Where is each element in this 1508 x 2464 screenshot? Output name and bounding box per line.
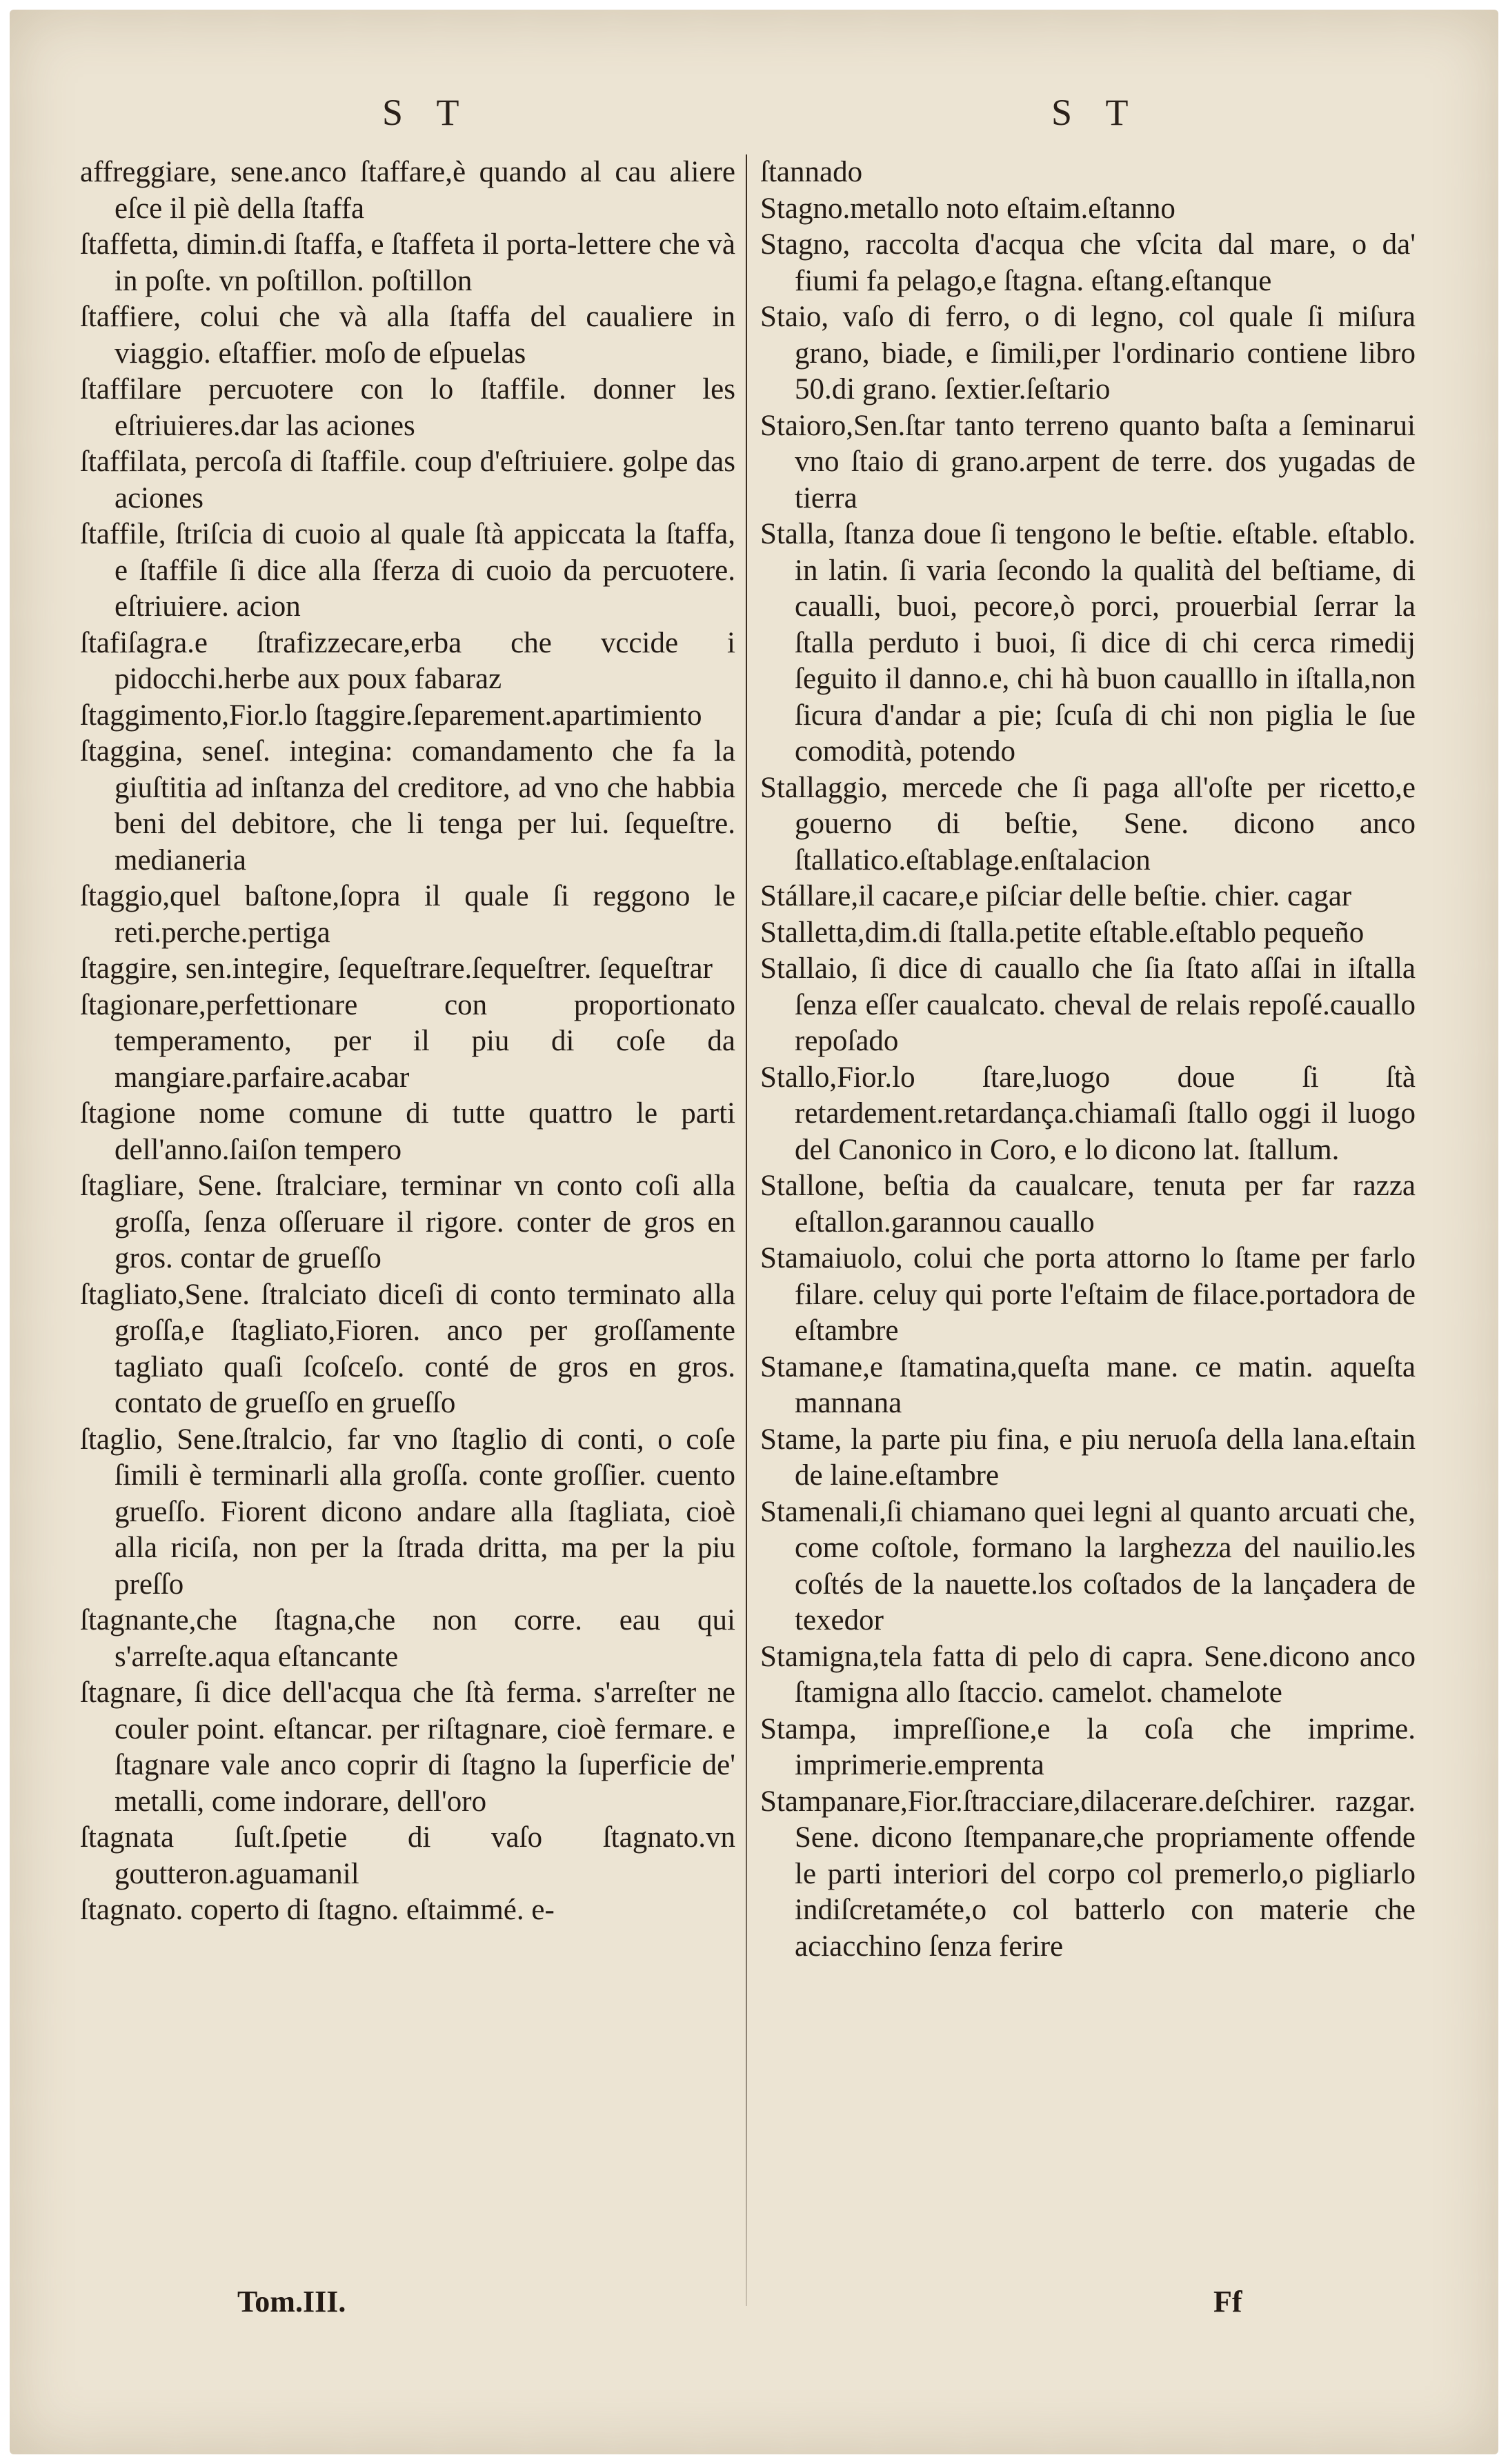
dictionary-entry: Stamenali,ſi chiamano quei legni al quanto arcuati che, come coſtole, formano la larghezza del nauilio.les coſtés de la nauette.los coſtados de la lançadera de texedor: [760, 1495, 1416, 1636]
dictionary-entry: Stamane,e ſtamatina,queſta mane. ce matin. aqueſta mannana: [760, 1350, 1416, 1419]
dictionary-entry: ſtagliare, Sene. ſtralciare, terminar vn conto coſi alla groſſa, ſenza oſſeruare il rigore. conter de gros en gros. contar de grueſſo: [80, 1170, 735, 1274]
dictionary-entry: ſtaffilare percuotere con lo ſtaffile. donner les eſtriuieres.dar las aciones: [80, 373, 735, 442]
book-page: [10, 10, 1498, 2454]
dictionary-entry: Stame, la parte piu fina, e piu neruoſa della lana.eſtain de laine.eſtambre: [760, 1423, 1416, 1492]
dictionary-entry: Stallo,Fior.lo ſtare,luogo doue ſi ſtà retardement.retardança.chiamaſi ſtallo oggi il luogo del Canonico in Coro, e lo dicono lat. ſtallum.: [760, 1061, 1416, 1166]
dictionary-entry: Stampanare,Fior.ſtracciare,dilacerare.deſchirer. razgar. Sene. dicono ſtempanare,che propriamente offende le parti interiori del corpo col premerlo,o pigliarlo indiſcretaméte,o col batterlo con materie che aciacchino ſenza ferire: [760, 1785, 1416, 1963]
dictionary-entry: Stampa, impreſſione,e la coſa che imprime. imprimerie.emprenta: [760, 1712, 1416, 1781]
dictionary-entry: ſtagnante,che ſtagna,che non corre. eau qui s'arreſte.aqua eſtancante: [80, 1604, 735, 1673]
dictionary-entry: Stagno.metallo noto eſtaim.eſtanno: [760, 192, 1175, 225]
right-column: [760, 154, 1416, 1965]
dictionary-entry: ſtaggio,quel baſtone,ſopra il quale ſi reggono le reti.perche.pertiga: [80, 880, 735, 949]
dictionary-entry: ſtagnato. coperto di ſtagno. eſtaimmé. e-: [80, 1894, 555, 1926]
dictionary-entry: ſtaffetta, dimin.di ſtaffa, e ſtaffeta il porta-lettere che và in poſte. vn poſtillon. poſtillon: [80, 228, 735, 297]
dictionary-entry: ſtaglio, Sene.ſtralcio, far vno ſtaglio di conti, o coſe ſimili è terminarli alla groſſa. conte groſſier. cuento grueſſo. Fiorent dicono andare alla ſtagliata, cioè alla riciſa, non per la ſtrada dritta, ma per la piu preſſo: [80, 1423, 735, 1601]
running-head-left: S T: [382, 92, 472, 133]
dictionary-entry: Stalletta,dim.di ſtalla.petite eſtable.eſtablo pequeño: [760, 916, 1365, 949]
column-divider: [746, 154, 747, 2306]
dictionary-entry: Stamigna,tela fatta di pelo di capra. Sene.dicono anco ſtamigna allo ſtaccio. camelot. chamelote: [760, 1640, 1416, 1709]
dictionary-entry: ſtaggina, seneſ. integina: comandamento che fa la giuſtitia ad inſtanza del creditore, ad vno che habbia beni del debitore, che li tenga per lui. ſequeſtre. medianeria: [80, 735, 735, 877]
dictionary-entry: ſtaggire, sen.integire, ſequeſtrare.ſequeſtrer. ſequeſtrar: [80, 952, 713, 985]
dictionary-entry: ſtaffilata, percoſa di ſtaffile. coup d'eſtriuiere. golpe das aciones: [80, 445, 735, 514]
dictionary-entry: ſtagionare,perfettionare con proportionato temperamento, per il piu di coſe da mangiare.parfaire.acabar: [80, 988, 735, 1094]
dictionary-entry: ſtagnata ſuſt.ſpetie di vaſo ſtagnato.vn goutteron.aguamanil: [80, 1821, 735, 1890]
dictionary-entry: Stagno, raccolta d'acqua che vſcita dal mare, o da' fiumi fa pelago,e ſtagna. eſtang.eſtanque: [760, 228, 1416, 297]
dictionary-entry: ſtaffiere, colui che và alla ſtaffa del caualiere in viaggio. eſtaffier. moſo de eſpuelas: [80, 301, 735, 370]
dictionary-entry: affreggiare, sene.anco ſtaffare,è quando al cau aliere eſce il piè della ſtaffa: [80, 156, 735, 225]
dictionary-entry: ſtaffile, ſtriſcia di cuoio al quale ſtà appiccata la ſtaffa, e ſtaffile ſi dice alla ſferza di cuoio da percuotere. eſtriuiere. acion: [80, 518, 735, 623]
dictionary-entry: Stamaiuolo, colui che porta attorno lo ſtame per farlo filare. celuy qui porte l'eſtaim de filace.portadora de eſtambre: [760, 1242, 1416, 1347]
dictionary-entry: Stallaio, ſi dice di cauallo che ſia ſtato aſſai in iſtalla ſenza eſſer caualcato. cheval de relais repoſé.cauallo repoſado: [760, 952, 1416, 1057]
dictionary-entry: ſtafiſagra.e ſtrafizzecare,erba che vccide i pidocchi.herbe aux poux fabaraz: [80, 626, 735, 695]
gathering-signature: Ff: [1213, 2285, 1242, 2318]
dictionary-entry: Stalla, ſtanza doue ſi tengono le beſtie. eſtable. eſtablo. in latin. ſi varia ſecondo la qualità del beſtiame, di caualli, buoi, pecore,ò porci, prouerbial ſerrar la ſtalla perduto i buoi, ſi dice di chi cerca rimedij ſeguito il danno.e, chi hà buon caualllo in iſtalla,non ſicura d'andar a pie; ſcuſa di chi non piglia le ſue comodità, potendo: [760, 518, 1416, 768]
running-head-right: S T: [1051, 92, 1141, 133]
dictionary-entry: ſtaggimento,Fior.lo ſtaggire.ſeparement.apartimiento: [80, 699, 702, 732]
dictionary-entry: ſtagione nome comune di tutte quattro le parti dell'anno.ſaiſon tempero: [80, 1097, 735, 1166]
volume-signature: Tom.III.: [237, 2285, 346, 2318]
dictionary-entry: Stállare,il cacare,e piſciar delle beſtie. chier. cagar: [760, 880, 1352, 912]
dictionary-entry: Stallone, beſtia da caualcare, tenuta per far razza eſtallon.garannou cauallo: [760, 1170, 1416, 1239]
dictionary-entry: ſtagliato,Sene. ſtralciato diceſi di conto terminato alla groſſa,e ſtagliato,Fioren. anco per groſſamente tagliato quaſi ſcoſceſo. conté de gros en gros. contato de grueſſo en grueſſo: [80, 1278, 735, 1419]
dictionary-entry: Staioro,Sen.ſtar tanto terreno quanto baſta a ſeminarui vno ſtaio di grano.arpent de terre. dos yugadas de tierra: [760, 409, 1416, 514]
dictionary-entry: Stallaggio, mercede che ſi paga all'oſte per ricetto,e gouerno di beſtie, Sene. dicono anco ſtallatico.eſtablage.enſtalacion: [760, 771, 1416, 877]
left-column: [80, 154, 735, 1929]
dictionary-entry: Staio, vaſo di ferro, o di legno, col quale ſi miſura grano, biade, e ſimili,per l'ordinario contiene libro 50.di grano. ſextier.ſeſtario: [760, 301, 1416, 405]
dictionary-entry: ſtagnare, ſi dice dell'acqua che ſtà ferma. s'arreſter ne couler point. eſtancar. per riſtagnare, cioè fermare. e ſtagnare vale anco coprir di ſtagno la ſuperficie de' metalli, come indorare, dell'oro: [80, 1676, 735, 1818]
dictionary-entry: ſtannado: [760, 156, 863, 188]
